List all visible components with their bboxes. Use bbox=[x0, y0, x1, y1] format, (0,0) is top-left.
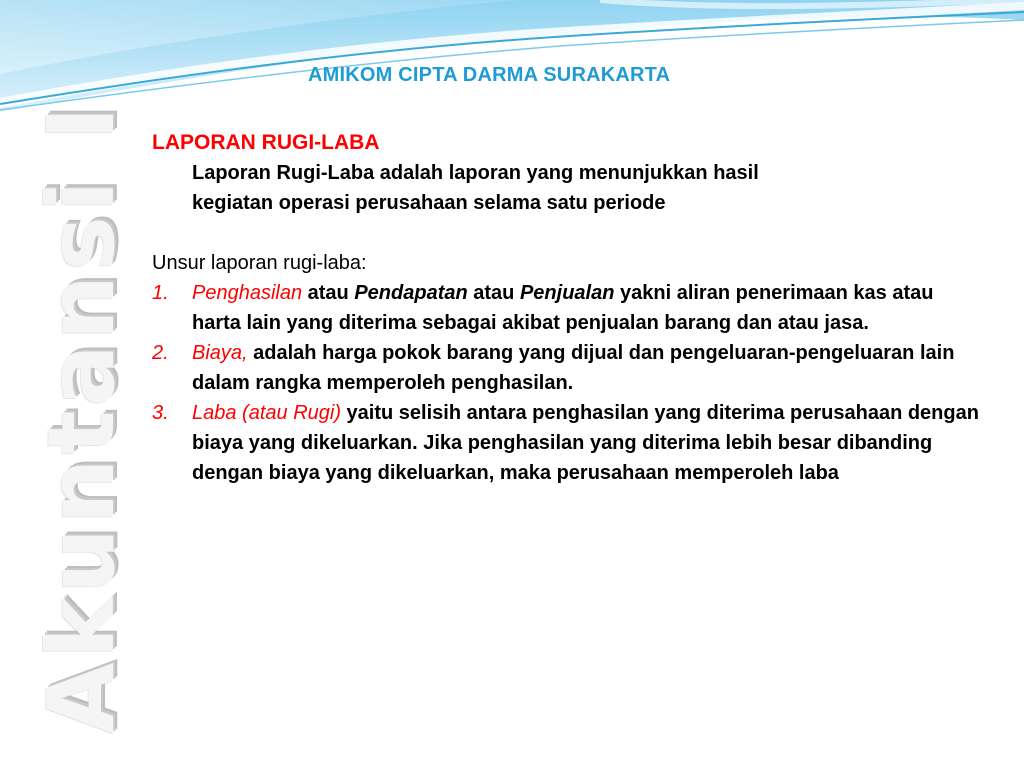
separator: atau bbox=[302, 282, 355, 304]
term-laba-rugi: Laba (atau Rugi) bbox=[192, 402, 341, 424]
term-biaya: Biaya, bbox=[192, 342, 248, 364]
list-intro: Unsur laporan rugi-laba: bbox=[152, 252, 367, 274]
side-watermark-word: Akuntansi I bbox=[28, 102, 135, 734]
definition-line-2: kegiatan operasi perusahaan selama satu periode bbox=[192, 192, 666, 214]
item-description: yaitu selisih antara penghasilan yang diterima perusahaan dengan biaya yang dikeluarkan. Jika penghasilan yang diterima lebih besar dibanding dengan biaya yang dikeluarkan, maka perusahaan memperoleh laba bbox=[192, 402, 979, 484]
spacer bbox=[152, 218, 982, 248]
item-description: adalah harga pokok barang yang dijual dan pengeluaran-pengeluaran lain dalam rangka memperoleh penghasilan. bbox=[192, 342, 955, 394]
list-item-number: 2. bbox=[152, 342, 169, 364]
header-title: AMIKOM CIPTA DARMA SURAKARTA bbox=[308, 64, 671, 86]
section-heading: LAPORAN RUGI-LABA bbox=[152, 131, 380, 154]
separator: atau bbox=[467, 282, 520, 304]
content-body bbox=[152, 128, 982, 488]
item-description: yakni aliran penerimaan kas atau harta lain yang diterima sebagai akibat penjualan barang dan atau jasa. bbox=[192, 282, 934, 334]
term-penjualan: Penjualan bbox=[519, 282, 615, 304]
definition-line-1: Laporan Rugi-Laba adalah laporan yang menunjukkan hasil bbox=[192, 162, 759, 184]
list-item-number: 3. bbox=[152, 402, 169, 424]
list-item-number: 1. bbox=[152, 282, 169, 304]
term-pendapatan: Pendapatan bbox=[354, 282, 468, 304]
list-item bbox=[152, 338, 982, 398]
list-item bbox=[152, 398, 982, 488]
elements-list bbox=[152, 278, 982, 488]
term-penghasilan: Penghasilan bbox=[192, 282, 303, 304]
list-item bbox=[152, 278, 982, 338]
